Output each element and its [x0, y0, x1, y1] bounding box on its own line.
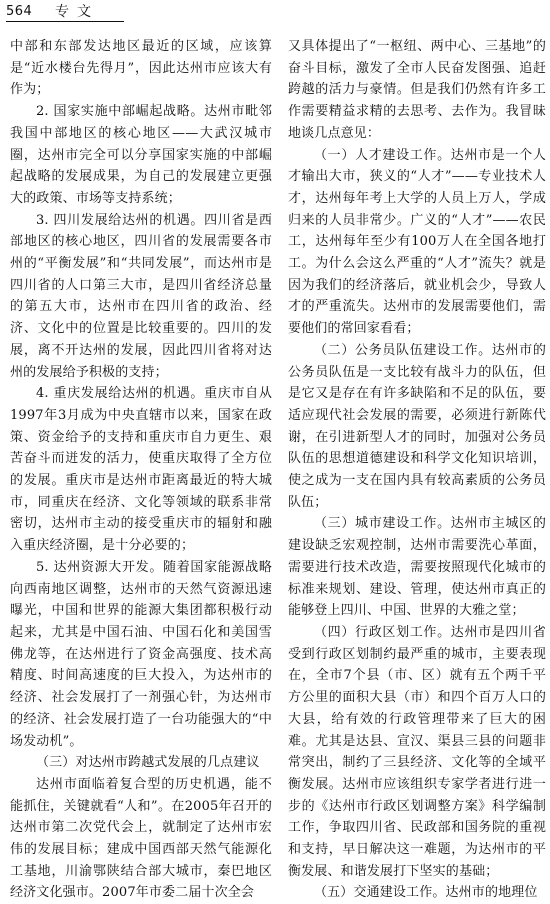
- paragraph: （一）人才建设工作。达州市是一个人才输出大市，狭义的“人才”——专业技术人才，达州每年考上大学的人员上万人，学成归来的人员非常少。广义的“人才”——农民工，达州每年至少有100万人在全国各地打工。为什么会这么严重的“人才”流失？就是因为我们的经济落后，就业机会少，导致人才的严重流失。达州市的发展需要他们，需要他们的常回家看看；: [288, 147, 546, 337]
- paragraph: 中部和东部发达地区最近的区域，应该算是“近水楼台先得月”，因此达州市应该大有作为；: [10, 39, 272, 98]
- paragraph: （五）交通建设工作。达州市的地理位: [314, 885, 538, 901]
- paragraph: 达州市面临着复合型的历史机遇，能不能抓住，关键就看“人和”。在2005年召开的达州市第二次党代会上，就制定了达州市宏伟的发展目标；建成中国西部天然气能源化工基地，川渝鄂陕结合部大城市，秦巴地区经济文化强市。2007年市委二届十次全会: [10, 776, 272, 901]
- header-rule: [6, 21, 124, 22]
- paragraph: （三）城市建设工作。达州市主城区的建设缺乏宏观控制，达州市需要洗心革面，需要进行技术改造，需要按照现代化城市的标准来规划、建设、管理，使达州市真正的能够登上四川、中国、世界的大雅之堂；: [288, 516, 546, 619]
- paragraph: 5. 达州资源大开发。随着国家能源战略向西南地区调整，达州市的天然气资源迅速曝光，中国和世界的能源大集团都积极行动起来，尤其是中国石油、中国石化和美国雪佛龙等，在达州进行了资金高强度、技术高精度、时间高速度的巨大投入，为达州市的经济、社会发展打了一剂强心针，为达州市的经济、社会发展打造了一台功能强大的“中场发动机”。: [10, 559, 272, 749]
- page-number: 564: [6, 4, 33, 19]
- paragraph: （二）公务员队伍建设工作。达州市的公务员队伍是一支比较有战斗力的队伍，但是它又是存在有许多缺陷和不足的队伍，要适应现代社会发展的需要，必须进行新陈代谢，在引进新型人才的同时，加强对公务员队伍的思想道德建设和科学文化知识培训，使之成为一支在国内具有较高素质的公务员队伍；: [288, 342, 546, 510]
- right-column: [288, 36, 546, 901]
- paragraph: （四）行政区划工作。达州市是四川省受到行政区划制约最严重的城市，主要表现在，全市7个县（市、区）就有五个两千平方公里的面积大县（市）和四个百万人口的大县，给有效的行政管理带来了巨大的困难。尤其是达县、宣汉、渠县三县的问题非常突出，制约了三县经济、文化等的全域平衡发展。达州市应该组织专家学者进行进一步的《达州市行政区划调整方案》科学编制工作，争取四川省、民政部和国务院的重视和支持，早日解决这一难题，为达州市的平衡发展、和谐发展打下坚实的基础；: [288, 624, 546, 879]
- paragraph: 2. 国家实施中部崛起战略。达州市毗邻我国中部地区的核心地区——大武汉城市圈，达州市完全可以分享国家实施的中部崛起战略的发展成果，为自己的发展建立更强大的政策、市场等支持系统；: [10, 104, 272, 206]
- section-title: 专文: [55, 4, 99, 20]
- paragraph: 3. 四川发展给达州的机遇。四川省是西部地区的核心地区，四川省的发展需要各市州的“平衡发展”和“共同发展”，而达州市是四川省的人口第三大市，是四川省经济总量的第五大市，达州市在四川省的政治、经济、文化中的位置是比较重要的。四川的发展，离不开达州的发展，因此四川省将对达州的发展给予积极的支持；: [10, 212, 272, 380]
- paragraph: 又具体提出了“一枢纽、两中心、三基地”的奋斗目标，激发了全市人民奋发图强、追赶跨越的活力与豪情。但是我们仍然有许多工作需要精益求精的去思考、去作为。我冒昧地谈几点意见：: [288, 39, 546, 141]
- section-heading: （三）对达州市跨越式发展的几点建议: [36, 755, 260, 771]
- left-column: [10, 36, 272, 901]
- page-header: [6, 4, 536, 26]
- paragraph: 4. 重庆发展给达州的机遇。重庆市自从1997年3月成为中央直辖市以来，国家在政策、资金给予的支持和重庆市自力更生、艰苦奋斗而迸发的活力，使重庆取得了全方位的发展。重庆市是达州市距离最近的特大城市，同重庆在经济、文化等领域的联系非常密切，达州市主动的接受重庆市的辐射和融入重庆经济圈，是十分必要的；: [10, 386, 272, 554]
